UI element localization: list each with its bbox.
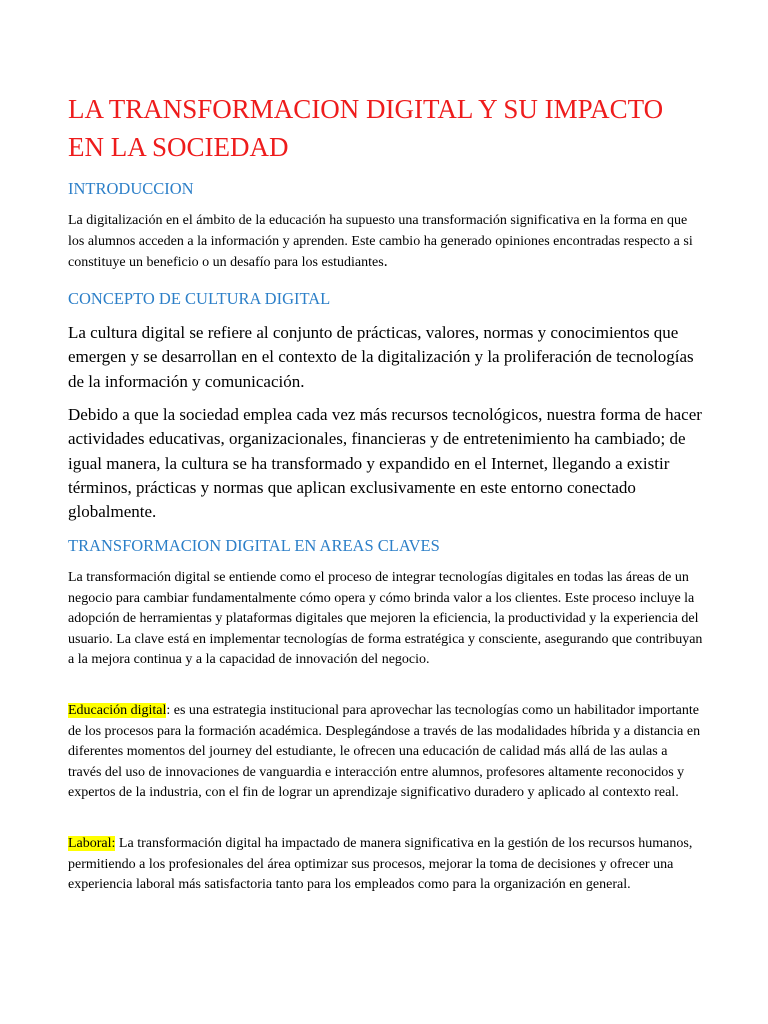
paragraph-laboral: [68, 834, 704, 896]
laboral-text: La transformación digital ha impactado de manera significativa en la gestión de los recursos humanos, permitiendo a los profesionales del área optimizar sus procesos, mejorar la toma de decisiones y ofrecer una experiencia laboral más satisfactoria tanto para los empleados como para la organización en general.: [68, 836, 693, 892]
paragraph-introduccion-text: La digitalización en el ámbito de la educación ha supuesto una transformación significativa en la forma en que los alumnos acceden a la información y aprenden. Este cambio ha generado opiniones encontradas respecto a si constituye un beneficio o un desafío para los estudiantes: [68, 213, 693, 270]
highlight-educacion-digital: Educación digital: [68, 703, 167, 718]
paragraph-introduccion-end: .: [383, 253, 388, 270]
paragraph-educacion-digital: [68, 701, 704, 804]
heading-cultura-digital: CONCEPTO DE CULTURA DIGITAL: [68, 289, 331, 308]
paragraph-cultura-2: Debido a que la sociedad emplea cada vez más recursos tecnológicos, nuestra forma de hacer actividades educativas, organizacionales, financieras y de entretenimiento ha cambiado; de igual manera, la cultura se ha transformado y expandido en el Internet, llegando a existir términos, prácticas y normas que aplican exclusivamente en este entorno conectado globalmente.: [68, 405, 702, 522]
educacion-digital-text: : es una estrategia institucional para aprovechar las tecnologías como un habilitador importante de los procesos para la formación académica. Desplegándose a través de las modalidades híbrida y a distancia en diferentes momentos del journey del estudiante, le ofrecen una educación de calidad más allá de las aulas a través del uso de innovaciones de vanguardia e interacción entre alumnos, profesores altamente reconocidos y expertos de la industria, con el fin de lograr un aprendizaje significativo duradero y aplicado al contexto real.: [68, 703, 701, 800]
heading-introduccion: INTRODUCCION: [68, 179, 194, 198]
paragraph-cultura-1: La cultura digital se refiere al conjunto de prácticas, valores, normas y conocimientos que emergen y se desarrollan en el contexto de la digitalización y la proliferación de tecnologías de la información y comunicación.: [68, 323, 694, 391]
paragraph-introduccion: [68, 211, 704, 274]
heading-areas-claves: TRANSFORMACION DIGITAL EN AREAS CLAVES: [68, 536, 440, 555]
paragraph-areas: La transformación digital se entiende como el proceso de integrar tecnologías digitales en todas las áreas de un negocio para cambiar fundamentalmente cómo opera y cómo brinda valor a los clientes. Este proceso incluye la adopción de herramientas y plataformas digitales que mejoren la eficiencia, la productividad y la experiencia del usuario. La clave está en implementar tecnologías de forma estratégica y consciente, asegurando que contribuyan a la mejora continua y a la capacidad de innovación del negocio.: [68, 570, 703, 667]
document-title: LA TRANSFORMACION DIGITAL Y SU IMPACTO EN LA SOCIEDAD: [68, 94, 664, 162]
highlight-laboral: Laboral:: [68, 836, 116, 851]
